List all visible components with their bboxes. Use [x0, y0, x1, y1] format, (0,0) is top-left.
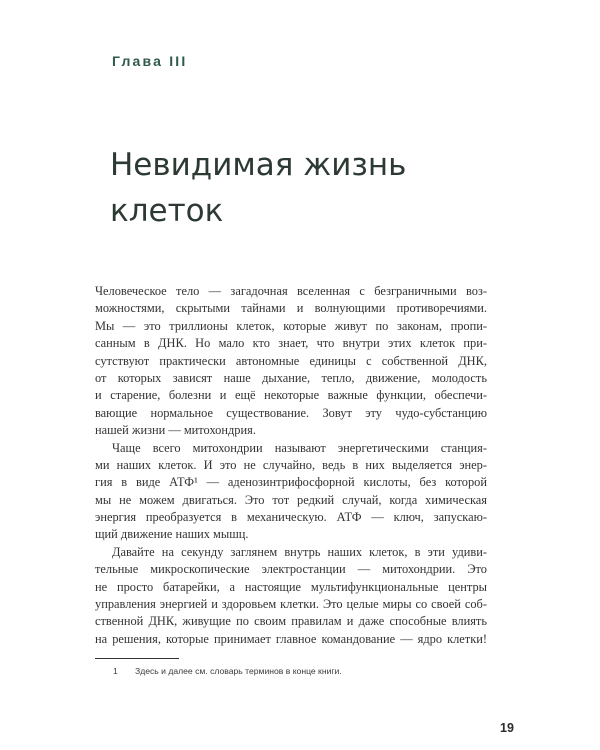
text-line: можностями, скрытыми тайнами и волнующими противоречиями. — [95, 301, 487, 316]
text-line: управления энергией и здоровьем клетки. Это целые миры со своей соб- — [95, 597, 487, 612]
paragraph — [95, 283, 487, 440]
text-line: санным в ДНК. Но мало кто знает, что внутри этих клеток при- — [95, 336, 487, 351]
footnote — [113, 666, 342, 676]
text-line: ственной ДНК, живущие по своим правилам и даже способные влиять — [95, 614, 487, 629]
body-text — [95, 283, 487, 648]
text-line: вающие нормальное существование. Зовут эту чудо-субстанцию — [95, 405, 487, 420]
chapter-title — [110, 142, 406, 234]
text-line: не просто батарейки, а настоящие мультифункциональные центры — [95, 579, 487, 594]
text-line: сутствуют практически автономные единицы с собственной ДНК, — [95, 353, 487, 368]
text-line: щий движение наших мышц. — [95, 527, 249, 542]
text-line: Чаще всего митохондрии называют энергетическими станция- — [112, 440, 487, 455]
text-line: от которых зависят наше дыхание, тепло, движение, молодость — [95, 370, 487, 385]
footnote-number: 1 — [113, 666, 118, 676]
text-line: ми наших клеток. И это не случайно, ведь в них выделяется энер- — [95, 457, 487, 472]
text-line: гия в виде АТФ¹ — аденозинтрифосфорной кислоты, без которой — [95, 475, 487, 490]
text-line: мы не можем двигаться. Это тот редкий случай, когда химическая — [95, 492, 487, 507]
text-line: Давайте на секунду заглянем внутрь наших клеток, в эти удиви- — [112, 544, 487, 559]
text-line: энергия преобразуется в механическую. АТФ — ключ, запускаю- — [95, 510, 487, 525]
text-line: Мы — это триллионы клеток, которые живут по законам, пропи- — [95, 318, 487, 333]
page-number: 19 — [500, 721, 514, 735]
text-line: тельные микроскопические электростанции — митохондрии. Это — [95, 562, 487, 577]
text-line: Человеческое тело — загадочная вселенная с безграничными воз- — [95, 284, 487, 298]
chapter-title-line: клеток — [110, 193, 224, 229]
paragraph — [95, 440, 487, 544]
text-line: и старение, болезни и ещё некоторые важные функции, обеспечи- — [95, 388, 487, 403]
paragraph — [95, 544, 487, 648]
footnote-text: Здесь и далее см. словарь терминов в конце книги. — [135, 666, 342, 676]
text-line: нашей жизни — митохондрия. — [95, 423, 256, 438]
chapter-label: Глава III — [112, 53, 188, 69]
chapter-title-line: Невидимая жизнь — [110, 147, 407, 183]
text-line: на решения, которые принимает главное командование — ядро клетки! — [95, 631, 487, 646]
footnote-divider — [95, 658, 179, 659]
